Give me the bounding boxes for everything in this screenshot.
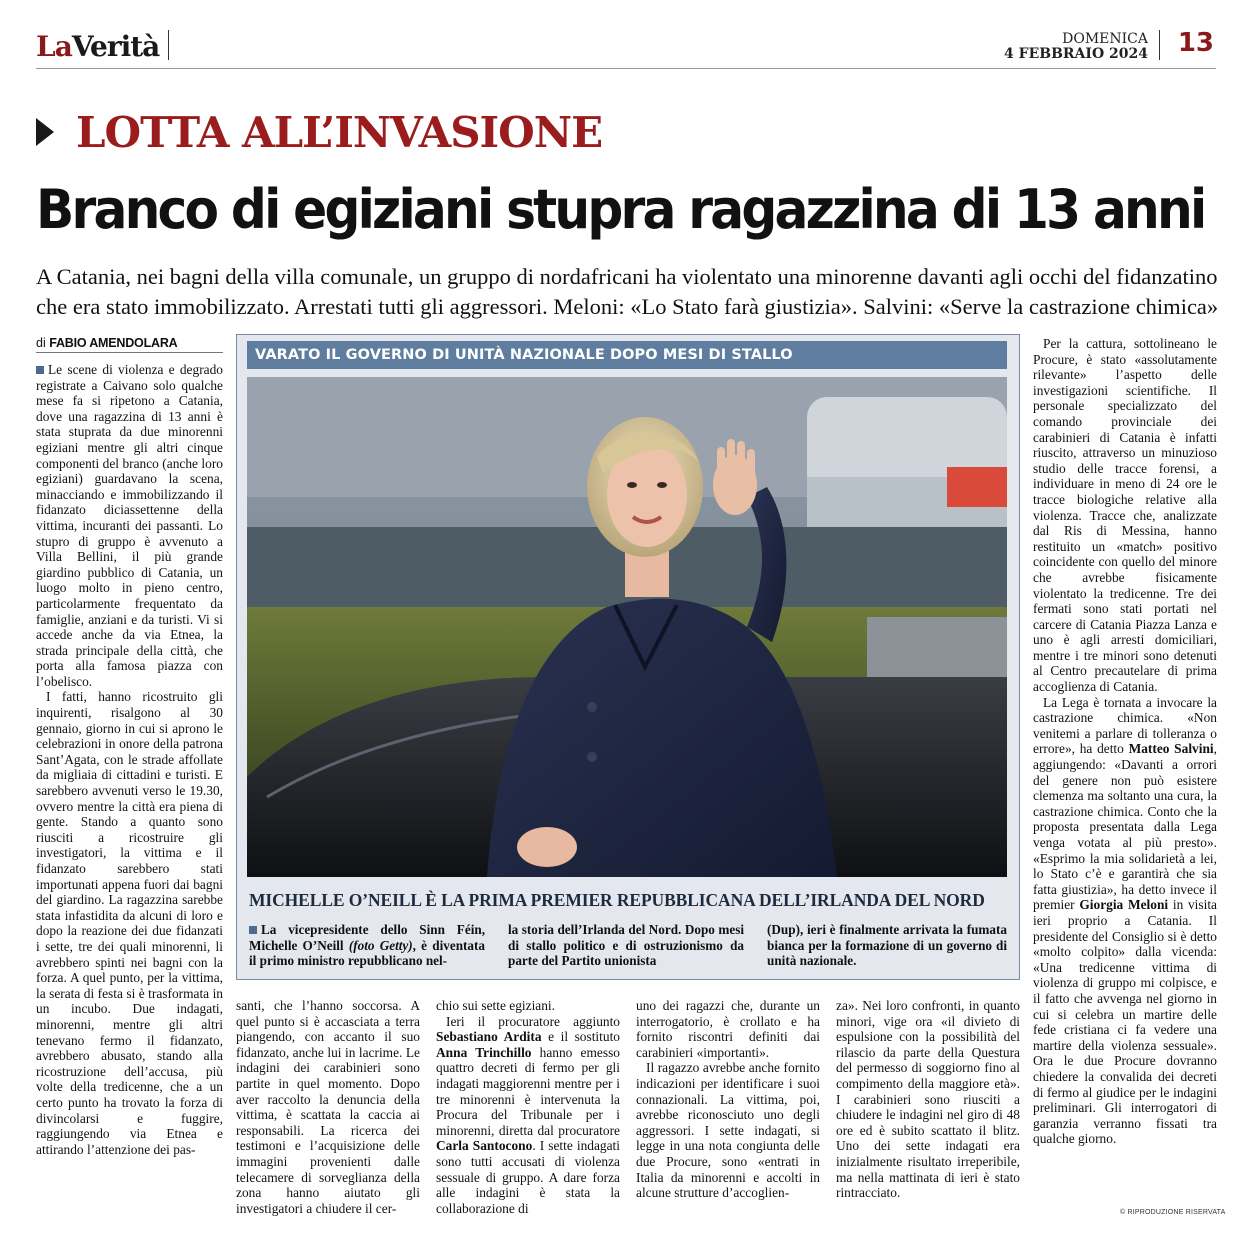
person-name: Carla Santocono <box>436 1138 533 1154</box>
newspaper-logo: LaVerità <box>36 30 160 63</box>
subhead-line: A Catania, nei bagni della villa comunale, un gruppo di nordafricani ha violentato una minorenne davanti agli occhi del fidanzatino <box>36 264 1218 289</box>
subhead-line: che era stato immobilizzato. Arrestati tutti gli aggressori. Meloni: «Lo Stato farà giustizia». Salvini: «Serve la castrazione chimica» <box>36 294 1219 319</box>
photo-caption-column: (Dup), ieri è finalmente arrivata la fumata bianca per la formazione di un governo di unità nazionale. <box>767 922 1007 969</box>
masthead <box>36 30 1216 68</box>
byline-prefix: di <box>36 336 46 350</box>
copyright-notice: © RIPRODUZIONE RISERVATA <box>1120 1209 1226 1216</box>
photo-box <box>236 334 1020 980</box>
article-column-4 <box>636 998 820 1201</box>
issue-date <box>1004 32 1148 62</box>
person-name: Giorgia Meloni <box>1079 897 1169 913</box>
byline-rule <box>36 352 223 353</box>
section-kicker-text: LOTTA ALL’INVASIONE <box>76 108 603 157</box>
article-paragraph: Le scene di violenza e degrado registrate a Caivano solo qualche mese fa si ripetono a Catania, dove una ragazzina di 13 anni è stata stuprata da due minorenni egiziani mentre gli altri cinque componenti del branco (anche loro egiziani) guardavano la scena, minacciando e immobilizzando il fidanzato diciassettenne della vittima, incuranti dei passanti. Lo stupro di gruppo è avvenuto a Villa Bellini, il più grande giardino pubblico di Catania, un luogo molto in pieno centro, particolarmente frequentato da famiglie, anziani e da turisti. Vi si accede anche da via Etnea, la strada principale della città, che porta alla famosa piazza con l’obelisco. <box>36 362 223 689</box>
person-name: Matteo Salvini <box>1128 741 1214 757</box>
byline-author: FABIO AMENDOLARA <box>49 336 178 350</box>
article-paragraph: Ieri il procuratore aggiunto Sebastiano Ardita e il sostituto Anna Trinchillo hanno emesso quattro decreti di fermo per gli indagati maggiorenni mentre per i tre minorenni è intervenuta la Procura del Tribunale per i minorenni, diretta dal procuratore Carla Santocono. I sette indagati sono tutti accusati di violenza sessuale di gruppo. A dare forza alle indagini è stata la collaborazione di <box>436 1013 620 1216</box>
person-name: Sebastiano Ardita <box>436 1029 542 1045</box>
article-paragraph: Il ragazzo avrebbe anche fornito indicazioni per identificare i suoi connazionali. La vittima, poi, avrebbe riconosciuto uno degli aggressori. I sette indagati, si legge in una nota congiunta delle due Procure, sono «entrati in Italia da minorenni e accolti in alcune strutture d’accoglien- <box>636 1060 820 1201</box>
headline: Branco di egiziani stupra ragazzina di 13 anni <box>36 178 1205 241</box>
page-number: 13 <box>1177 28 1214 58</box>
issue-date-text: 4 FEBBRAIO 2024 <box>1004 46 1148 62</box>
article-column-6 <box>1033 336 1217 1147</box>
article-paragraph: chio sui sette egiziani. <box>436 998 555 1013</box>
article-paragraph: I fatti, hanno ricostruito gli inquirenti, risalgono al 30 gennaio, giorno in cui si aprono le celebrazioni in onore della patrona Sant’Agata, con le strade affollate da migliaia di cittadini e turisti. E sarebbero avvenuti verso le 19.30, ovvero mentre la città era piena di gente. Stando a quanto sono riusciti a ricostruire gli investigatori, la vittima e il fidanzato sarebbero stati importunati appena fuori dai bagni del giardino. La ragazzina sarebbe stata infastidita da alcuni di loro e dopo la reazione dei due fidanzati i sette, tre dei quali minorenni, li avrebbero spinti nei bagni con la forza. A quel punto, per la vittima, la serata di festa si è trasformata in un incubo. Due indagati, minorenni, mentre gli altri tenevano fermo il fidanzato, avrebbero abusato, stando alla ricostruzione dell’accusa, più volte della tredicenne, che a un certo punto ha trovato la forza di divincolarsi e fuggire, raggiungendo via Etnea e attirando l’attenzione dei pas- <box>36 689 223 1157</box>
article-column-1 <box>36 362 223 1157</box>
photo-caption-column: la storia dell’Irlanda del Nord. Dopo mesi di stallo politico e di ostruzionismo da parte del Partito unionista <box>508 922 744 969</box>
article-paragraph: santi, che l’hanno soccorsa. A quel punto si è accasciata a terra piangendo, con accanto il suo fidanzato, anche lui in lacrime. Le indagini dei carabinieri sono partite in quel momento. Dopo aver raccolto la denuncia della vittima, è scattata la caccia ai responsabili. La ricerca dei testimoni e l’acquisizione delle immagini provenienti dalle telecamere di sorveglianza della zona hanno aiutato gli investigatori a chiudere il cer- <box>236 998 420 1216</box>
article-column-2 <box>236 998 420 1216</box>
article-paragraph: Per la cattura, sottolineano le Procure, è stato «assolutamente rilevante» l’aspetto delle investigazioni scientifiche. Il personale specializzato del comando provinciale dei carabinieri di Catania è infatti riuscito, attraverso un minuzioso studio delle tracce forensi, a individuare in meno di 24 ore le tracce biologiche relative alla violenza. Tracce che, analizzate dal Ris di Messina, hanno restituito un «match» positivo coincidente con quello del minore che avrebbe fisicamente violentato la tredicenne. Tre dei fermati sono stati portati nel carcere di Catania Piazza Lanza e uno è agli arresti domiciliari, mentre i tre minori sono detenuti al Centro precautelare di prima accoglienza di Catania. <box>1033 336 1217 695</box>
photo-caption-column: La vicepresidente dello Sinn Féin, Michelle O’Neill (foto Getty), è diventata il primo ministro repubblicano nel- <box>249 922 485 969</box>
masthead-divider <box>1159 30 1160 60</box>
masthead-divider <box>168 30 169 60</box>
person-name: Anna Trinchillo <box>436 1044 532 1060</box>
article-column-3 <box>436 998 620 1216</box>
square-bullet-icon <box>36 366 44 374</box>
article-paragraph: za». Nei loro confronti, in quanto minori, vige ora «il divieto di espulsione con la possibilità del rilascio da parte della Questura del permesso di soggiorno fino al compimento della maggiore età». I carabinieri sono riusciti a chiudere le indagini nel giro di 48 ore ed è subito scattato il blitz. Uno dei sette indagati era inizialmente risultato irreperibile, ma nella mattinata di ieri è stato rintracciato. <box>836 998 1020 1201</box>
article-paragraph: La Lega è tornata a invocare la castrazione chimica. «Non venitemi a parlare di tolleranza o errore», ha detto Matteo Salvini, aggiungendo: «Davanti a orrori del genere non può esistere clemenza ma soltanto una cura, la castrazione chimica. Conto che la proposta presentata dalla Lega venga votata al più presto». «Esprimo la mia solidarietà a lei, lo Stato c’è e garantirà che sia fatta giustizia», ha detto invece il premier Giorgia Meloni in visita ieri proprio a Catania. Il presidente del Consiglio si è detto «molto colpito» dalla vicenda: «Una tredicenne vittima di violenza di gruppo mi colpisce, e il fatto che avvenga nel giorno in cui si celebra un martire delle fede cristiana ci fa vedere una martire della violenza sessuale». Ora le due Procure dovranno chiedere la convalida dei decreti di fermo al giudice per le indagini preliminari. Gli interrogatori di garanzia verranno fissati tra qualche giorno. <box>1033 694 1217 1147</box>
square-bullet-icon <box>249 926 257 934</box>
woman-waving-photo <box>247 377 1007 877</box>
issue-day: DOMENICA <box>1062 31 1148 47</box>
news-photo <box>247 377 1007 877</box>
photo-box-kicker: VARATO IL GOVERNO DI UNITÀ NAZIONALE DOPO MESI DI STALLO <box>247 341 1007 369</box>
photo-credit: (foto Getty) <box>348 937 413 953</box>
arrow-right-icon <box>36 118 54 146</box>
article-paragraph: uno dei ragazzi che, durante un interrogatorio, è crollato e ha fornito riscontri definiti dai carabinieri «importanti». <box>636 998 820 1060</box>
subhead <box>36 262 1222 322</box>
masthead-rule <box>36 68 1216 69</box>
article-column-5 <box>836 998 1020 1201</box>
photo-caption-title: MICHELLE O’NEILL È LA PRIMA PREMIER REPUBBLICANA DELL’IRLANDA DEL NORD <box>249 890 985 910</box>
byline <box>36 336 178 350</box>
